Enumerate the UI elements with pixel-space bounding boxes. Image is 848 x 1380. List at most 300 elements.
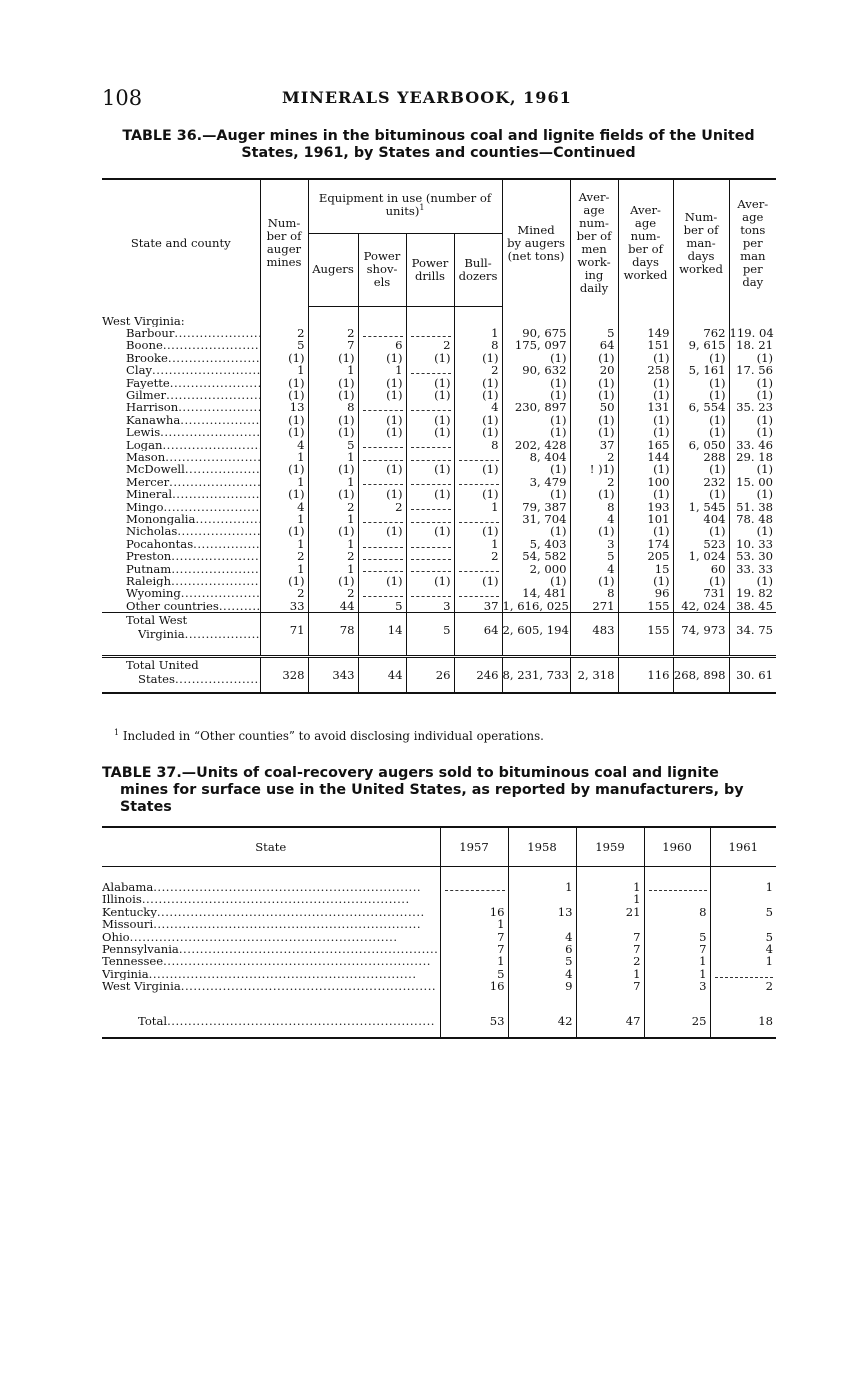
table-row bbox=[102, 955, 776, 967]
empty-dash bbox=[411, 516, 451, 523]
row-name-text: Alabama bbox=[102, 881, 154, 894]
row-name bbox=[102, 389, 260, 401]
table36-footnote bbox=[114, 729, 544, 743]
cell-shovels bbox=[358, 488, 406, 500]
cell-shovels bbox=[358, 463, 406, 475]
cell-year-value bbox=[644, 881, 710, 893]
cell-men: 2, 318 bbox=[570, 657, 618, 694]
cell-mandays bbox=[673, 488, 729, 500]
empty-dash bbox=[411, 553, 451, 560]
cell-days: 258 bbox=[618, 364, 673, 376]
col-header-augers: Augers bbox=[308, 233, 358, 306]
row-name bbox=[102, 501, 260, 513]
row-name bbox=[102, 377, 260, 389]
cell-tons bbox=[729, 575, 776, 587]
cell-mandays bbox=[673, 463, 729, 475]
cell-year-value: 13 bbox=[508, 906, 576, 918]
cell-augers: 2 bbox=[308, 587, 358, 599]
cell-mines: 1 bbox=[260, 538, 308, 550]
cell-mines: 4 bbox=[260, 439, 308, 451]
cell-year-value bbox=[710, 968, 776, 980]
cell-days: 116 bbox=[618, 657, 673, 694]
cell-mines bbox=[260, 352, 308, 364]
withheld-mark: (1) bbox=[482, 426, 499, 439]
cell-days bbox=[618, 414, 673, 426]
table-row bbox=[102, 389, 776, 401]
table-row bbox=[102, 377, 776, 389]
cell-mined: 1, 616, 025 bbox=[502, 599, 569, 613]
cell-augers: 2 bbox=[308, 550, 358, 562]
table-36 bbox=[102, 178, 776, 694]
cell-bulldozers: 2 bbox=[454, 550, 502, 562]
row-name bbox=[102, 918, 440, 930]
table-row bbox=[102, 980, 776, 992]
cell-year-value bbox=[644, 918, 710, 930]
cell-mined bbox=[502, 575, 570, 587]
row-name bbox=[102, 538, 260, 550]
row-name bbox=[102, 600, 260, 613]
footnote-mark: 1 bbox=[114, 728, 120, 738]
withheld-mark: (1) bbox=[288, 426, 305, 439]
cell-mined: 2, 000 bbox=[502, 563, 570, 575]
equipment-footnote-mark: 1 bbox=[419, 203, 425, 213]
withheld-mark: (1) bbox=[338, 575, 355, 588]
withheld-mark: (1) bbox=[598, 488, 615, 501]
cell-shovels: 14 bbox=[358, 613, 406, 648]
row-name bbox=[102, 451, 260, 463]
cell-year-value: 7 bbox=[440, 931, 508, 943]
cell-shovels bbox=[358, 563, 406, 575]
withheld-mark: (1) bbox=[434, 575, 451, 588]
cell-days: 151 bbox=[618, 339, 673, 351]
cell-days: 174 bbox=[618, 538, 673, 550]
withheld-mark: (1) bbox=[338, 426, 355, 439]
row-name bbox=[102, 943, 440, 955]
total-label-line1: Total West bbox=[126, 613, 188, 628]
cell-bulldozers bbox=[454, 525, 502, 537]
row-name-text: Mercer bbox=[126, 475, 170, 489]
total-row bbox=[102, 1007, 776, 1038]
cell-days: 165 bbox=[618, 439, 673, 451]
cell-year-value: 21 bbox=[576, 906, 644, 918]
group-label: West Virginia: bbox=[102, 314, 185, 327]
cell-bulldozers bbox=[454, 463, 502, 475]
table-row bbox=[102, 401, 776, 413]
cell-days: 155 bbox=[618, 600, 673, 613]
cell-augers: 1 bbox=[308, 451, 358, 463]
cell-tons: 29. 18 bbox=[729, 451, 776, 463]
table37-caption-line3: States bbox=[120, 799, 172, 815]
row-name-text: Boone bbox=[126, 339, 163, 352]
cell-mandays: 523 bbox=[673, 538, 729, 550]
col-header-tons: Aver- age tons per man per day bbox=[729, 179, 776, 306]
cell-tons: 35. 23 bbox=[729, 401, 776, 413]
withheld-mark: (1) bbox=[288, 525, 305, 538]
cell-days: 15 bbox=[618, 563, 673, 575]
table-row bbox=[102, 968, 776, 980]
withheld-mark: (1) bbox=[482, 413, 499, 427]
row-name bbox=[102, 476, 260, 488]
cell-augers: 2 bbox=[308, 327, 358, 339]
cell-mines bbox=[260, 426, 308, 438]
withheld-mark: (1) bbox=[434, 488, 451, 501]
cell-mandays: 6, 554 bbox=[673, 401, 729, 413]
withheld-mark: (1) bbox=[598, 413, 615, 427]
cell-drills bbox=[406, 389, 454, 401]
cell-mines: 13 bbox=[260, 401, 308, 413]
withheld-mark: (1) bbox=[709, 426, 726, 439]
cell-augers: 1 bbox=[308, 538, 358, 550]
cell-augers: 78 bbox=[308, 613, 358, 648]
cell-men: 5 bbox=[570, 550, 618, 562]
cell-drills bbox=[406, 476, 454, 488]
withheld-mark: (1) bbox=[386, 463, 403, 476]
cell-augers: 343 bbox=[308, 657, 358, 694]
withheld-mark: (1) bbox=[756, 525, 774, 538]
cell-mines: 1 bbox=[260, 513, 308, 525]
group-row bbox=[102, 315, 776, 327]
cell-men: 4 bbox=[570, 563, 618, 575]
cell-men bbox=[570, 389, 618, 401]
cell-year-value bbox=[710, 918, 776, 930]
col-header-days: Aver- age num- ber of days worked bbox=[618, 179, 673, 306]
withheld-mark: (1) bbox=[550, 376, 567, 389]
cell-year-value: 1 bbox=[576, 881, 644, 893]
cell-bulldozers: 1 bbox=[454, 327, 502, 339]
withheld-mark: (1) bbox=[756, 488, 774, 501]
col-header-year: 1961 bbox=[710, 827, 776, 867]
cell-mandays: 9, 615 bbox=[673, 339, 729, 351]
withheld-mark: (1) bbox=[482, 525, 499, 538]
cell-men bbox=[570, 352, 618, 364]
cell-year-value: 7 bbox=[644, 943, 710, 955]
cell-tons: 119. 04 bbox=[729, 327, 776, 339]
spacer-row bbox=[102, 867, 776, 882]
cell-year-value: 2 bbox=[576, 955, 644, 967]
cell-tons: 38. 45 bbox=[729, 600, 776, 613]
empty-dash bbox=[363, 553, 403, 560]
cell-men: 3 bbox=[570, 538, 618, 550]
cell-mined: 54, 582 bbox=[502, 550, 570, 562]
cell-mines: 2 bbox=[260, 587, 308, 599]
cell-augers: 1 bbox=[308, 364, 358, 376]
table-row bbox=[102, 327, 776, 339]
cell-mandays: 232 bbox=[673, 476, 729, 488]
row-name bbox=[102, 525, 260, 537]
withheld-mark: (1) bbox=[653, 413, 670, 427]
cell-year-value: 5 bbox=[644, 931, 710, 943]
row-name bbox=[102, 364, 260, 376]
withheld-mark: (1) bbox=[653, 575, 670, 588]
cell-days bbox=[618, 389, 673, 401]
cell-year-value: 9 bbox=[508, 980, 576, 992]
cell-men bbox=[570, 414, 618, 426]
withheld-mark: (1) bbox=[709, 388, 726, 402]
cell-drills bbox=[406, 463, 454, 475]
withheld-mark: (1) bbox=[338, 488, 355, 501]
cell-days: 155 bbox=[618, 613, 673, 648]
row-name-text: Virginia bbox=[102, 967, 149, 981]
cell-mines bbox=[260, 488, 308, 500]
row-name-text: Ohio bbox=[102, 930, 130, 944]
empty-dash bbox=[363, 516, 403, 523]
withheld-mark: (1) bbox=[434, 463, 451, 476]
total-united-states-row bbox=[102, 657, 776, 694]
cell-bulldozers bbox=[454, 488, 502, 500]
cell-shovels bbox=[358, 513, 406, 525]
cell-tons: 18. 21 bbox=[729, 339, 776, 351]
table-row bbox=[102, 364, 776, 376]
table36-caption-line2: States, 1961, by States and counties—Continued bbox=[241, 145, 636, 161]
empty-dash bbox=[363, 541, 403, 548]
cell-tons bbox=[729, 488, 776, 500]
withheld-mark: (1) bbox=[709, 575, 726, 588]
cell-mined: 14, 481 bbox=[502, 587, 570, 599]
cell-mined: 175, 097 bbox=[502, 339, 570, 351]
total-label bbox=[102, 1007, 440, 1038]
cell-men: 2 bbox=[570, 476, 618, 488]
cell-year-value bbox=[508, 893, 576, 905]
cell-drills bbox=[406, 501, 454, 513]
cell-days bbox=[618, 352, 673, 364]
row-name-text: Mingo bbox=[126, 500, 164, 513]
withheld-mark: (1) bbox=[550, 413, 567, 427]
withheld-mark: (1) bbox=[386, 426, 403, 439]
cell-year-value: 1 bbox=[576, 893, 644, 905]
cell-mandays: 5, 161 bbox=[673, 364, 729, 376]
row-name-text: Preston bbox=[126, 550, 172, 563]
withheld-mark: (1) bbox=[756, 463, 774, 476]
cell-shovels bbox=[358, 327, 406, 339]
cell-mines bbox=[260, 525, 308, 537]
total-label-line2: States bbox=[138, 672, 175, 687]
row-name-text: Barbour bbox=[126, 326, 175, 340]
cell-bulldozers bbox=[454, 587, 502, 599]
empty-dash bbox=[411, 478, 451, 485]
cell-drills: 3 bbox=[406, 600, 454, 613]
col-header-mandays: Num- ber of man- days worked bbox=[673, 179, 729, 306]
cell-year-value: 6 bbox=[508, 943, 576, 955]
table-row bbox=[102, 550, 776, 562]
withheld-mark: (1) bbox=[288, 488, 305, 501]
row-name-text: Mason bbox=[126, 450, 166, 464]
withheld-mark: (1) bbox=[709, 376, 726, 389]
row-name bbox=[102, 550, 260, 562]
col-header-mined: Mined by augers (net tons) bbox=[502, 179, 570, 306]
cell-mandays: 60 bbox=[673, 563, 729, 575]
withheld-mark: (1) bbox=[550, 525, 567, 538]
withheld-mark: (1) bbox=[598, 376, 615, 389]
withheld-mark: (1) bbox=[756, 376, 774, 389]
row-name-text: Pennsylvania bbox=[102, 943, 179, 956]
cell-augers bbox=[308, 575, 358, 587]
row-name-text: Wyoming bbox=[126, 587, 181, 600]
cell-tons: 33. 33 bbox=[729, 563, 776, 575]
row-name-text: West Virginia bbox=[102, 980, 181, 993]
cell-men: 8 bbox=[570, 587, 618, 599]
cell-year-value: 1 bbox=[440, 918, 508, 930]
row-name bbox=[102, 352, 260, 364]
row-name bbox=[102, 931, 440, 943]
cell-days bbox=[618, 525, 673, 537]
row-name-text: Fayette bbox=[126, 376, 170, 389]
cell-augers bbox=[308, 352, 358, 364]
cell-bulldozers bbox=[454, 575, 502, 587]
table-row bbox=[102, 463, 776, 475]
cell-shovels bbox=[358, 575, 406, 587]
withheld-mark: (1) bbox=[598, 351, 615, 365]
empty-dash bbox=[459, 454, 499, 461]
total-label bbox=[102, 657, 260, 694]
cell-days: 144 bbox=[618, 451, 673, 463]
cell-drills bbox=[406, 439, 454, 451]
row-name-text: Illinois bbox=[102, 893, 142, 906]
withheld-mark: (1) bbox=[482, 488, 499, 501]
withheld-mark: (1) bbox=[434, 351, 451, 365]
withheld-mark: (1) bbox=[653, 426, 670, 439]
withheld-mark: (1) bbox=[709, 463, 726, 476]
cell-year-value: 4 bbox=[508, 968, 576, 980]
row-name-text: Raleigh bbox=[126, 575, 172, 588]
table-row bbox=[102, 575, 776, 587]
empty-dash bbox=[363, 454, 403, 461]
withheld-mark: (1) bbox=[482, 463, 499, 476]
empty-dash bbox=[459, 478, 499, 485]
page-number: 108 bbox=[102, 86, 143, 110]
table-row bbox=[102, 931, 776, 943]
empty-dash bbox=[715, 971, 774, 978]
table-row bbox=[102, 426, 776, 438]
cell-mined: 2, 605, 194 bbox=[502, 613, 570, 648]
cell-mandays bbox=[673, 352, 729, 364]
cell-mines: 4 bbox=[260, 501, 308, 513]
withheld-mark: (1) bbox=[338, 388, 355, 402]
cell-augers: 1 bbox=[308, 513, 358, 525]
col-header-bulldozers: Bull- dozers bbox=[454, 233, 502, 306]
empty-dash bbox=[411, 503, 451, 510]
cell-tons: 17. 56 bbox=[729, 364, 776, 376]
col-header-year: 1959 bbox=[576, 827, 644, 867]
row-name bbox=[102, 327, 260, 339]
empty-dash bbox=[411, 454, 451, 461]
table-row bbox=[102, 501, 776, 513]
cell-mines bbox=[260, 414, 308, 426]
cell-mines: 2 bbox=[260, 327, 308, 339]
cell-total-value: 18 bbox=[710, 1007, 776, 1038]
cell-tons bbox=[729, 389, 776, 401]
cell-bulldozers: 8 bbox=[454, 339, 502, 351]
cell-mandays bbox=[673, 377, 729, 389]
cell-mines: 1 bbox=[260, 364, 308, 376]
cell-augers bbox=[308, 414, 358, 426]
cell-tons: 53. 30 bbox=[729, 550, 776, 562]
row-name bbox=[102, 513, 260, 525]
cell-tons: 51. 38 bbox=[729, 501, 776, 513]
cell-year-value: 1 bbox=[644, 968, 710, 980]
cell-drills bbox=[406, 414, 454, 426]
withheld-mark: (1) bbox=[709, 413, 726, 427]
cell-mined: 230, 897 bbox=[502, 401, 570, 413]
table36-body bbox=[102, 306, 776, 693]
withheld-mark: (1) bbox=[288, 413, 305, 427]
cell-shovels: 5 bbox=[358, 600, 406, 613]
cell-bulldozers bbox=[454, 476, 502, 488]
cell-drills bbox=[406, 587, 454, 599]
row-name bbox=[102, 575, 260, 587]
cell-drills bbox=[406, 364, 454, 376]
cell-augers bbox=[308, 377, 358, 389]
cell-augers bbox=[308, 389, 358, 401]
cell-days bbox=[618, 426, 673, 438]
withheld-mark: (1) bbox=[482, 388, 499, 402]
cell-shovels bbox=[358, 377, 406, 389]
cell-tons bbox=[729, 414, 776, 426]
table-row bbox=[102, 339, 776, 351]
cell-mandays bbox=[673, 575, 729, 587]
withheld-mark: (1) bbox=[653, 388, 670, 402]
row-name-text: Monongalia bbox=[126, 513, 196, 526]
withheld-mark: (1) bbox=[550, 388, 567, 402]
cell-tons: 15. 00 bbox=[729, 476, 776, 488]
withheld-mark: (1) bbox=[386, 376, 403, 389]
cell-men: ! )1) bbox=[570, 463, 618, 475]
cell-men: 37 bbox=[570, 439, 618, 451]
cell-drills bbox=[406, 426, 454, 438]
withheld-mark: (1) bbox=[338, 351, 355, 365]
row-name bbox=[102, 463, 260, 475]
cell-year-value: 8 bbox=[644, 906, 710, 918]
row-name-text: Logan bbox=[126, 438, 163, 451]
cell-mined: 3, 479 bbox=[502, 476, 570, 488]
cell-drills bbox=[406, 563, 454, 575]
cell-mined bbox=[502, 377, 570, 389]
empty-dash bbox=[363, 478, 403, 485]
col-header-year: 1957 bbox=[440, 827, 508, 867]
withheld-mark: (1) bbox=[756, 351, 774, 365]
withheld-mark: (1) bbox=[756, 388, 774, 402]
cell-tons bbox=[729, 525, 776, 537]
cell-shovels bbox=[358, 389, 406, 401]
cell-men: 5 bbox=[570, 327, 618, 339]
col-header-year: 1960 bbox=[644, 827, 710, 867]
table-37 bbox=[102, 826, 776, 1039]
cell-men: 20 bbox=[570, 364, 618, 376]
table-row bbox=[102, 451, 776, 463]
table-row bbox=[102, 563, 776, 575]
cell-drills: 5 bbox=[406, 613, 454, 648]
table-row bbox=[102, 476, 776, 488]
empty-dash bbox=[363, 565, 403, 572]
cell-mandays: 404 bbox=[673, 513, 729, 525]
row-name-text: Harrison bbox=[126, 401, 179, 414]
empty-dash bbox=[411, 404, 451, 411]
cell-drills bbox=[406, 377, 454, 389]
cell-year-value: 1 bbox=[440, 955, 508, 967]
cell-year-value: 4 bbox=[508, 931, 576, 943]
cell-mined bbox=[502, 414, 570, 426]
cell-year-value: 5 bbox=[440, 968, 508, 980]
table37-body bbox=[102, 867, 776, 1038]
withheld-mark: (1) bbox=[338, 376, 355, 389]
col-header-state: State and county bbox=[102, 179, 260, 306]
cell-mines: 5 bbox=[260, 339, 308, 351]
cell-mined: 79, 387 bbox=[502, 501, 570, 513]
table37-caption bbox=[102, 765, 775, 816]
withheld-mark: (1) bbox=[386, 351, 403, 365]
cell-drills bbox=[406, 352, 454, 364]
withheld-mark: (1) bbox=[288, 575, 305, 588]
cell-mined bbox=[502, 488, 570, 500]
